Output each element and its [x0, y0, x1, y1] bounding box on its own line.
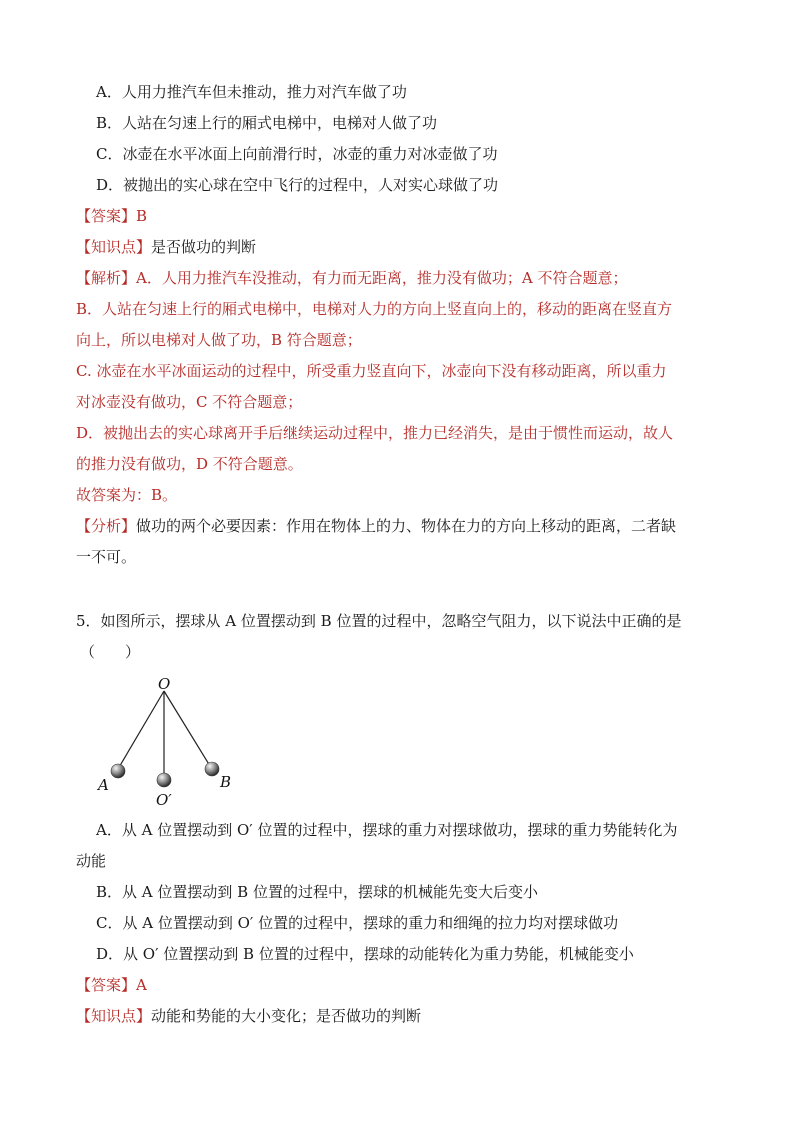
q5-knowledge-point — [76, 1006, 421, 1026]
analysis-tag: 【解析】 — [76, 269, 137, 287]
knowledge-tag: 【知识点】 — [76, 1007, 152, 1025]
q4-analysis-line-3: 向上，所以电梯对人做了功，B 符合题意； — [76, 331, 362, 349]
answer-value: A — [136, 976, 147, 994]
label-a: A — [98, 776, 109, 794]
q4-analysis-line-5: 对冰壶没有做功，C 不符合题意； — [76, 393, 303, 411]
ball-a — [111, 764, 125, 778]
pendulum-figure — [90, 670, 250, 815]
q4-analysis-line-4: C. 冰壶在水平冰面运动的过程中，所受重力竖直向下，冰壶向下没有移动距离，所以重力 — [76, 362, 667, 380]
q4-conclusion: 故答案为：B。 — [76, 486, 178, 504]
q5-option-c: C．从 A 位置摆动到 O′ 位置的过程中，摆球的重力和细绳的拉力均对摆球做功 — [96, 914, 619, 932]
q4-answer — [76, 206, 147, 226]
q4-option-a: A．人用力推汽车但未推动，推力对汽车做了功 — [96, 83, 407, 101]
string-to-b — [164, 691, 210, 766]
answer-tag: 【答案】 — [76, 207, 137, 225]
knowledge-value: 动能和势能的大小变化；是否做功的判断 — [151, 1007, 422, 1025]
q5-option-a-cont: 动能 — [76, 852, 107, 870]
q4-knowledge-point — [76, 237, 256, 257]
reasoning-text: 做功的两个必要因素：作用在物体上的力、物体在力的方向上移动的距离，二者缺 — [136, 517, 677, 535]
q4-analysis-line-7: 的推力没有做功，D 不符合题意。 — [76, 455, 303, 473]
answer-value: B — [136, 207, 148, 225]
ball-o-prime — [157, 773, 171, 787]
label-b: B — [220, 773, 232, 791]
analysis-text: A．人用力推汽车没推动，有力而无距离，推力没有做功；A 不符合题意； — [136, 269, 628, 287]
q5-stem-line-1: 5．如图所示，摆球从 A 位置摆动到 B 位置的过程中，忽略空气阻力，以下说法中正确的是 — [76, 612, 682, 630]
q4-analysis-line-6: D．被抛出去的实心球离开手后继续运动过程中，推力已经消失，是由于惯性而运动，故人 — [76, 424, 674, 442]
q5-answer — [76, 975, 147, 995]
q5-option-a: A．从 A 位置摆动到 O′ 位置的过程中，摆球的重力对摆球做功，摆球的重力势能转化为 — [96, 821, 678, 839]
q5-option-d: D．从 O′ 位置摆动到 B 位置的过程中，摆球的动能转化为重力势能，机械能变小 — [96, 945, 634, 963]
pendulum-diagram — [90, 670, 250, 815]
ball-b — [205, 762, 219, 776]
q4-option-b: B．人站在匀速上行的厢式电梯中，电梯对人做了功 — [96, 114, 438, 132]
q5-stem-line-2: （ ） — [80, 643, 141, 661]
string-to-a — [118, 691, 164, 769]
label-o: O — [158, 675, 171, 693]
knowledge-value: 是否做功的判断 — [151, 238, 257, 256]
q4-analysis-line-1 — [76, 268, 627, 288]
q4-reasoning-line-1 — [76, 516, 676, 536]
q4-option-d: D．被抛出的实心球在空中飞行的过程中，人对实心球做了功 — [96, 176, 499, 194]
label-o-prime: O′ — [156, 791, 172, 809]
reasoning-tag: 【分析】 — [76, 517, 137, 535]
q5-option-b: B．从 A 位置摆动到 B 位置的过程中，摆球的机械能先变大后变小 — [96, 883, 538, 901]
q4-reasoning-line-2: 一不可。 — [76, 548, 137, 566]
q4-option-c: C．冰壶在水平冰面上向前滑行时，冰壶的重力对冰壶做了功 — [96, 145, 498, 163]
answer-tag: 【答案】 — [76, 976, 137, 994]
knowledge-tag: 【知识点】 — [76, 238, 152, 256]
q4-analysis-line-2: B．人站在匀速上行的厢式电梯中，电梯对人力的方向上竖直向上的，移动的距离在竖直方 — [76, 300, 673, 318]
